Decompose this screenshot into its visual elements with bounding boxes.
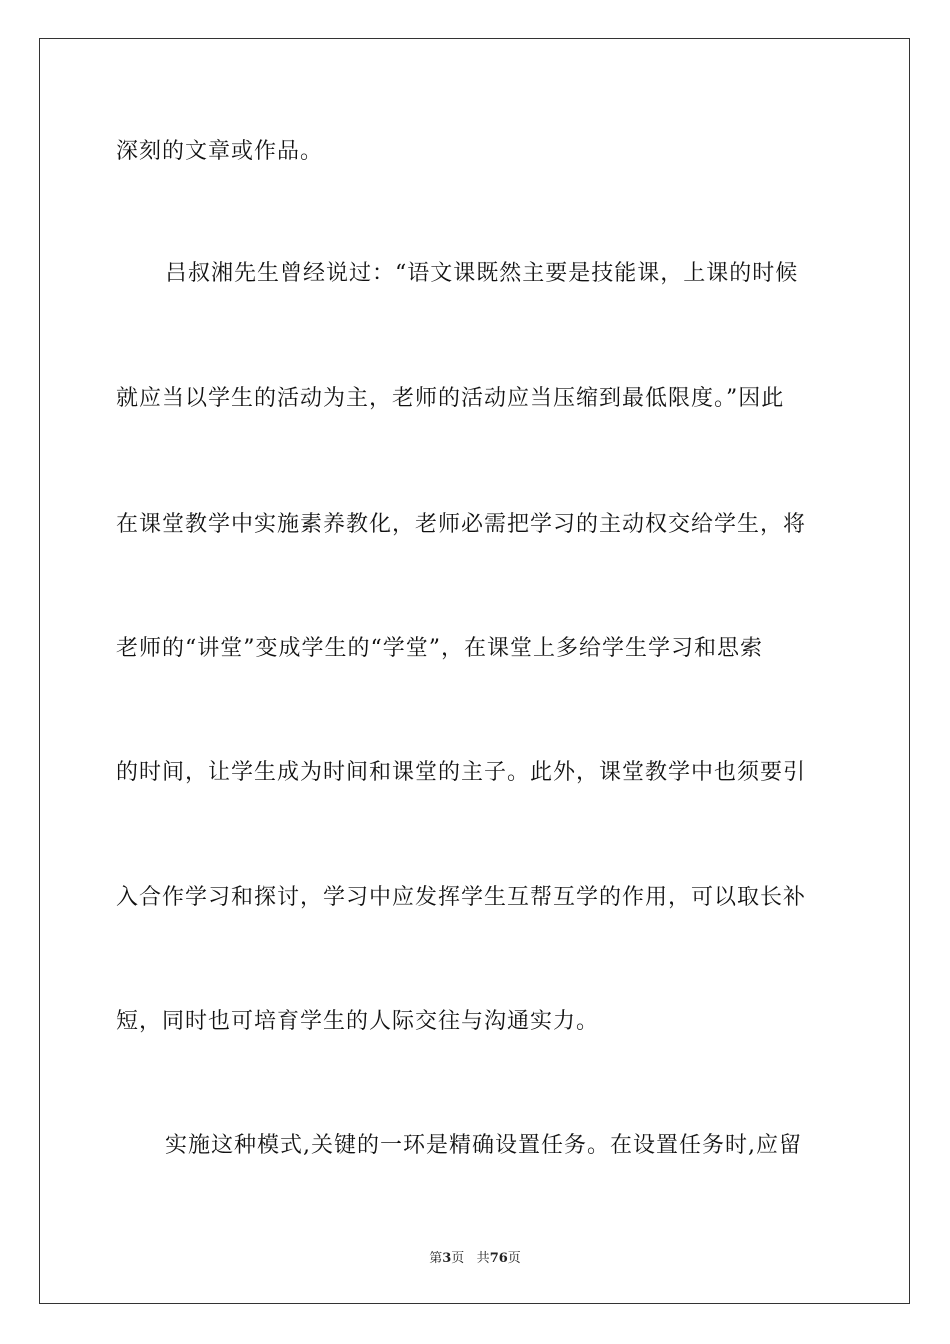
text-line-5: 老师的“讲堂”变成学生的“学堂”，在课堂上多给学生学习和思索 [116,636,763,661]
text-line-8: 短，同时也可培育学生的人际交往与沟通实力。 [116,1009,600,1034]
page-prefix: 第 [429,1251,443,1266]
page-number: 3 [442,1251,452,1266]
text-line-7: 入合作学习和探讨，学习中应发挥学生互帮互学的作用，可以取长补 [116,885,807,910]
text-line-9: 实施这种模式,关键的一环是精确设置任务。在设置任务时,应留 [165,1133,802,1158]
page-border [39,38,910,1304]
page-suffix: 页 [451,1251,465,1266]
text-line-6: 的时间，让学生成为时间和课堂的主子。此外，课堂教学中也须要引 [116,760,807,785]
total-suffix: 页 [507,1251,521,1266]
page-footer [0,1247,950,1266]
total-pages: 76 [489,1251,508,1266]
text-line-1: 深刻的文章或作品。 [116,139,324,164]
text-line-4: 在课堂教学中实施素养教化，老师必需把学习的主动权交给学生，将 [116,512,807,537]
text-line-2: 吕叔湘先生曾经说过：“语文课既然主要是技能课，上课的时候 [165,261,799,286]
total-prefix: 共 [476,1251,490,1266]
text-line-3: 就应当以学生的活动为主，老师的活动应当压缩到最低限度。”因此 [116,386,785,411]
